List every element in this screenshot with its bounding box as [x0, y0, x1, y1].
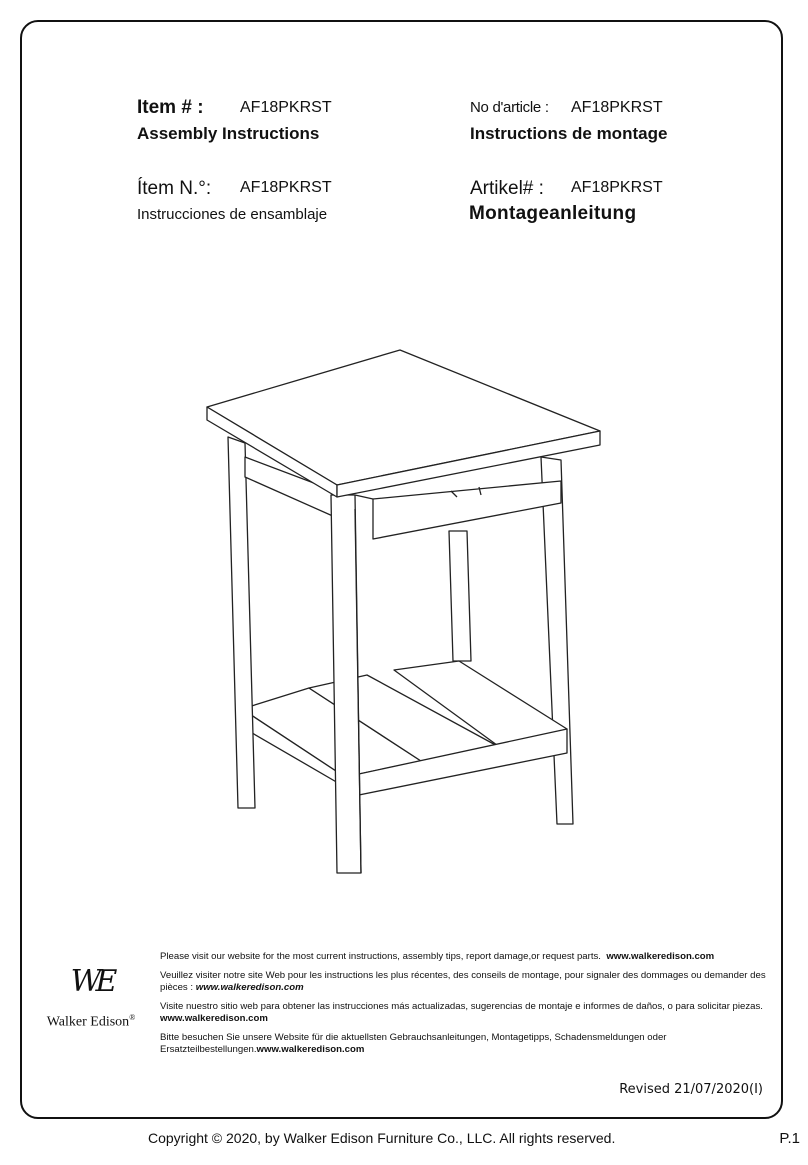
item-number-fr: AF18PKRST	[571, 99, 663, 116]
copyright-notice: Copyright © 2020, by Walker Edison Furniture Co., LLC. All rights reserved.	[148, 1130, 616, 1146]
registered-mark: ®	[129, 1013, 136, 1022]
note-en-text: Please visit our website for the most current instructions, assembly tips, report damage,or request parts.	[160, 951, 601, 962]
front-left-leg	[228, 437, 255, 808]
website-notes	[160, 951, 766, 1063]
note-de	[160, 1032, 766, 1057]
website-link-de[interactable]: www.walkeredison.com	[256, 1044, 365, 1055]
note-de-text: Bitte besuchen Sie unsere Website für die aktuellsten Gebrauchsanleitungen, Montagetipps, Schadensmeldungen oder Ersatzteilbestellungen.	[160, 1031, 667, 1055]
upper-front-rail	[373, 481, 561, 539]
note-fr-text: Veuillez visiter notre site Web pour les instructions les plus récentes, des conseils de montage, pour signaler des dommages ou demander des pièces :	[160, 969, 766, 993]
logo-brand-name	[36, 1013, 146, 1031]
website-link-en[interactable]: www.walkeredison.com	[606, 951, 715, 962]
walker-edison-logo	[36, 965, 146, 1031]
page-number: P.1	[779, 1130, 800, 1147]
note-es	[160, 1001, 766, 1026]
note-es-text: Visite nuestro sitio web para obtener las instrucciones más actualizadas, sugerencias de montaje e informes de daños, o para solicitar piezas.	[160, 1000, 763, 1012]
assembly-title-de: Montageanleitung	[469, 203, 637, 224]
item-number-en: AF18PKRST	[240, 99, 332, 116]
item-number-de: AF18PKRST	[571, 179, 663, 196]
leg-edge	[355, 495, 373, 499]
assembly-title-fr: Instructions de montage	[470, 124, 668, 143]
back-right-leg	[541, 457, 573, 824]
logo-monogram: WE	[70, 964, 112, 999]
note-fr	[160, 970, 766, 995]
note-en	[160, 951, 766, 964]
item-label-fr: No d'article :	[470, 99, 549, 116]
front-right-leg	[331, 495, 361, 873]
back-left-leg	[449, 531, 471, 661]
item-label-de: Artikel# :	[470, 178, 544, 199]
revision-date: Revised 21/07/2020(I)	[619, 1082, 763, 1097]
item-number-es: AF18PKRST	[240, 179, 332, 196]
item-label-en: Item # :	[137, 97, 204, 118]
brand-text: Walker Edison	[46, 1014, 130, 1030]
item-label-es: Ítem N.°:	[137, 178, 212, 199]
website-link-es[interactable]: www.walkeredison.com	[160, 1013, 268, 1024]
side-table-illustration	[195, 345, 615, 885]
assembly-title-en: Assembly Instructions	[137, 124, 320, 143]
website-link-fr[interactable]: www.walkeredison.com	[195, 982, 304, 993]
assembly-title-es: Instrucciones de ensamblaje	[137, 206, 328, 223]
